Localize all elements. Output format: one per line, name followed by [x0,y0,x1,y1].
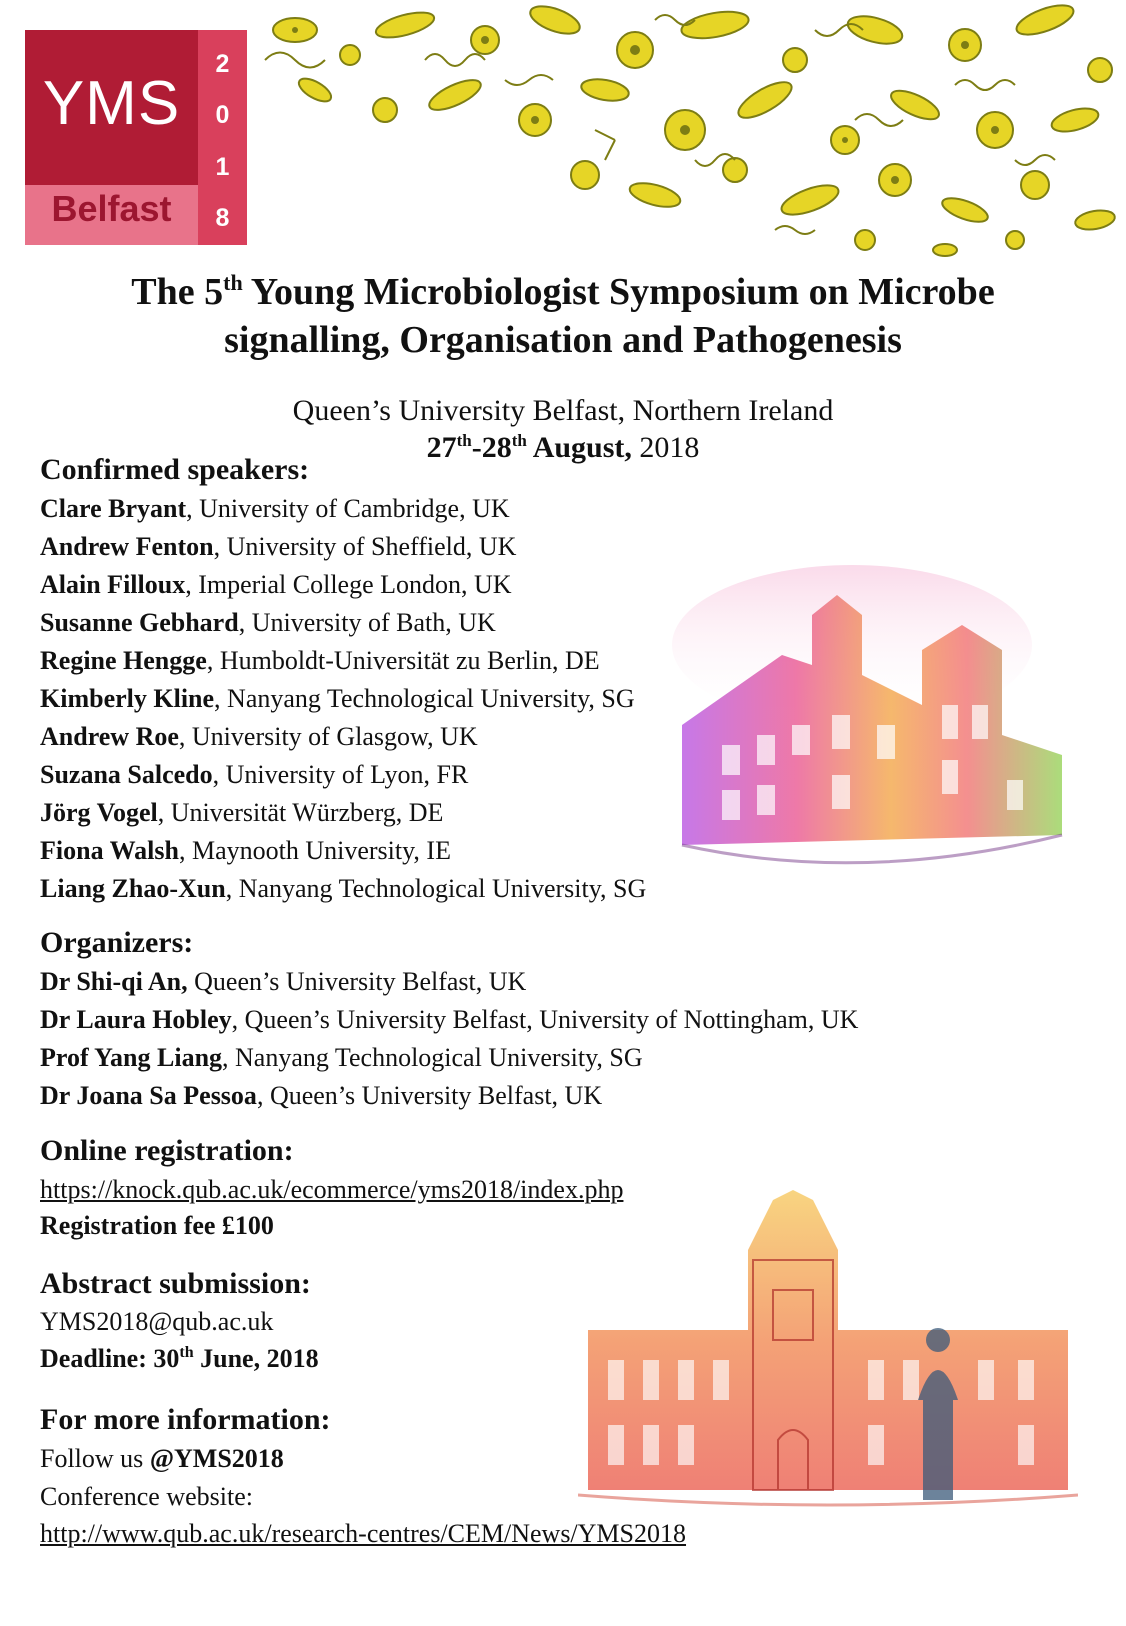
lanyon-building-watercolor [578,1190,1078,1515]
speaker-name: Regine Hengge [40,646,207,675]
speaker-item [40,528,646,566]
website-label: Conference website: [40,1482,253,1511]
speaker-name: Liang Zhao-Xun [40,874,226,903]
website-link[interactable]: http://www.qub.ac.uk/research-centres/CEM/News/YMS2018 [40,1519,687,1548]
speaker-name: Jörg Vogel [40,798,158,827]
deadline-sup: th [179,1344,194,1361]
abstract-heading: Abstract submission: [40,1267,311,1300]
speaker-item [40,832,646,870]
date-day2-sup: th [511,431,527,450]
venue: Queen’s University Belfast, Northern Ireland [292,394,834,427]
organizer-name: Prof Yang Liang [40,1043,223,1072]
organizer-name: Dr Joana Sa Pessoa [40,1081,257,1110]
registration-link-line [40,1172,623,1208]
abstract-deadline [40,1341,319,1377]
speaker-name: Andrew Roe [40,722,179,751]
logo-city: Belfast [51,188,172,229]
organizer-item [40,1039,858,1077]
logo-year-digit: 8 [215,203,230,232]
speaker-name: Alain Filloux [40,570,186,599]
page-title [40,268,1086,364]
deadline-date: June, 2018 [193,1344,319,1373]
speaker-name: Clare Bryant [40,494,187,523]
social-handle[interactable]: @YMS2018 [149,1444,284,1473]
abstract-email[interactable]: YMS2018@qub.ac.uk [40,1307,274,1336]
speaker-affiliation: , Nanyang Technological University, SG [225,874,647,903]
date-year: 2018 [631,431,700,464]
speaker-affiliation: , Humboldt-Universität zu Berlin, DE [206,646,600,675]
title-line-2: signalling, Organisation and Pathogenesis [224,319,902,361]
speakers-list [40,490,646,908]
date-day1: 27 [426,431,457,464]
speakers-heading: Confirmed speakers: [40,453,310,486]
date-day1-sup: th [456,431,472,450]
registration-fee: Registration fee £100 [40,1211,274,1240]
speaker-affiliation: , University of Bath, UK [238,608,496,637]
speaker-affiliation: , University of Glasgow, UK [178,722,478,751]
microbe-illustration [255,0,1126,265]
title-part-2: Young Microbiologist Symposium on Microbe [242,271,995,313]
registration-heading: Online registration: [40,1134,294,1167]
speaker-item [40,642,646,680]
speaker-item [40,566,646,604]
speaker-affiliation: , Maynooth University, IE [178,836,451,865]
speaker-affiliation: , Imperial College London, UK [185,570,512,599]
title-sup: th [223,270,243,295]
speaker-item [40,794,646,832]
speaker-name: Suzana Salcedo [40,760,213,789]
speaker-item [40,604,646,642]
follow-us [40,1441,284,1477]
speaker-item [40,756,646,794]
organizer-affiliation: , Queen’s University Belfast, University of Nottingham, UK [231,1005,859,1034]
speaker-affiliation: , University of Cambridge, UK [186,494,510,523]
yms-logo [25,30,247,245]
speaker-item [40,718,646,756]
university-building-watercolor [662,555,1082,890]
speaker-name: Andrew Fenton [40,532,214,561]
organizer-name: Dr Laura Hobley [40,1005,232,1034]
organizer-affiliation: , Nanyang Technological University, SG [222,1043,643,1072]
speaker-affiliation: , University of Sheffield, UK [213,532,517,561]
speaker-name: Susanne Gebhard [40,608,239,637]
title-part-1: The 5 [131,271,224,313]
organizer-name: Dr Shi-qi An, [40,967,188,996]
speaker-affiliation: , University of Lyon, FR [212,760,469,789]
registration-link[interactable]: https://knock.qub.ac.uk/ecommerce/yms2018/index.php [40,1175,624,1204]
date-sep: -28 [471,431,512,464]
speaker-item [40,490,646,528]
logo-abbrev: YMS [42,69,181,138]
speaker-name: Kimberly Kline [40,684,215,713]
info-heading: For more information: [40,1403,331,1436]
organizer-item [40,1077,858,1115]
website-link-line [40,1516,686,1552]
date-month: August, [526,431,632,464]
speaker-name: Fiona Walsh [40,836,179,865]
organizer-item [40,1001,858,1039]
logo-year-digit: 2 [215,50,230,78]
organizer-affiliation: , Queen’s University Belfast, UK [256,1081,603,1110]
organizers-heading: Organizers: [40,926,194,959]
logo-year-digit: 1 [215,152,230,181]
organizer-item [40,963,858,1001]
follow-us-label: Follow us [40,1444,150,1473]
logo-year [198,50,247,245]
speaker-affiliation: , Universität Würzberg, DE [157,798,444,827]
speaker-affiliation: , Nanyang Technological University, SG [214,684,635,713]
speaker-item [40,870,646,908]
logo-year-digit: 0 [215,101,230,130]
organizer-affiliation: Queen’s University Belfast, UK [187,967,527,996]
organizers-list [40,963,858,1115]
title-line-1 [40,268,1086,316]
speaker-item [40,680,646,718]
deadline-text: Deadline: 30 [40,1344,180,1373]
